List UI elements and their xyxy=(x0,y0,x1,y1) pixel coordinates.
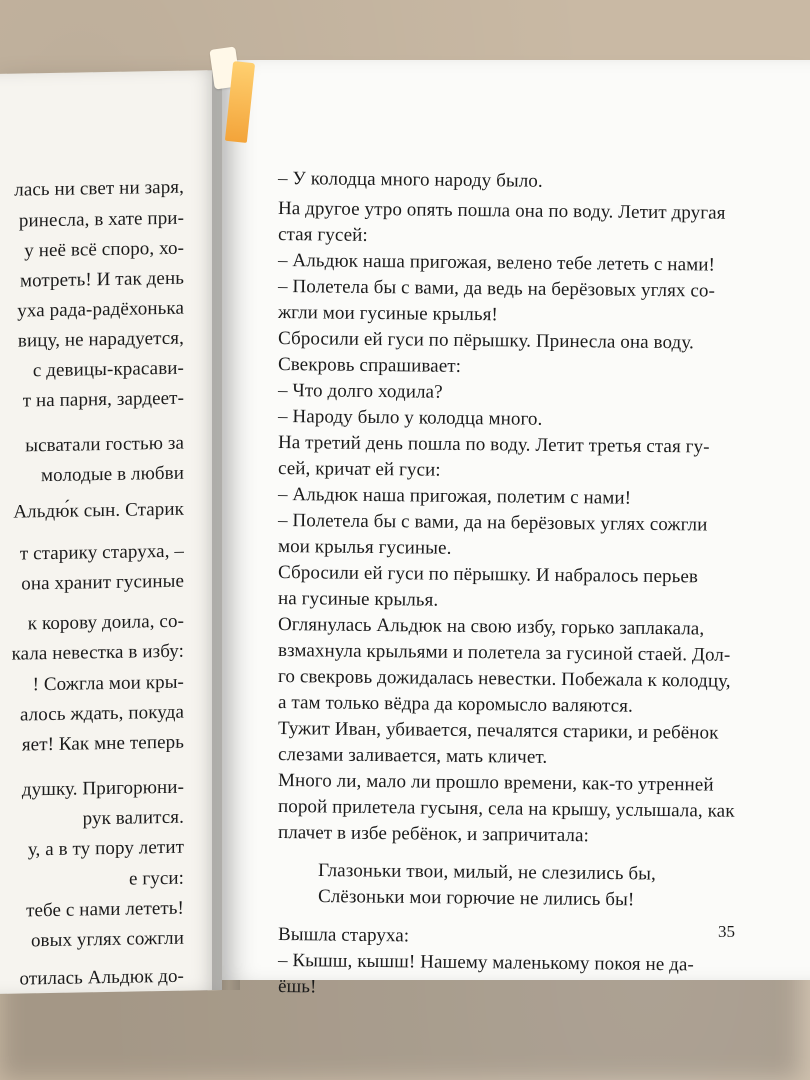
text-line: к корову доила, со- xyxy=(27,610,184,635)
text-line: на гусиные крылья. xyxy=(277,588,439,611)
text-line: плачет в избе ребёнок, и запричитала: xyxy=(277,822,590,847)
right-page xyxy=(222,60,810,998)
text-line: – У колодца много народу было. xyxy=(277,168,543,192)
text-line: душку. Пригорюни- xyxy=(21,776,184,801)
text-line: – Полетела бы с вами, да на берёзовых углях сожгли xyxy=(277,510,708,536)
verse-line: Глазоньки твои, милый, не слезились бы, xyxy=(317,860,657,885)
text-line: тебе с нами лететь! xyxy=(26,897,184,922)
text-line: Свекровь спрашивает: xyxy=(277,354,462,377)
text-line: ысватали гостью за xyxy=(25,432,184,457)
text-line: ёшь! xyxy=(277,976,317,998)
text-line: мои крылья гусиные. xyxy=(277,536,452,559)
verse-line: Слёзоньки мои горючие не лились бы! xyxy=(317,886,635,911)
text-line: порой прилетела гусыня, села на крышу, услышала, как xyxy=(277,796,735,822)
page-number: 35 xyxy=(718,922,735,941)
left-page xyxy=(0,70,222,994)
text-line: На другое утро опять пошла она по воду. Летит другая xyxy=(277,198,726,224)
text-line: е гуси: xyxy=(128,867,184,890)
text-line: алось ждать, покуда xyxy=(19,701,184,726)
text-line: кала невестка в избу: xyxy=(11,640,184,665)
text-line: ринесла, в хате при- xyxy=(18,207,184,232)
text-line: – Народу было у колодца много. xyxy=(277,406,543,430)
text-line: Сбросили ей гуси по пёрышку. И набралось перьев xyxy=(277,562,699,588)
text-line: – Что долго ходила? xyxy=(277,380,443,403)
text-line: Много ли, мало ли прошло времени, как-то утренней xyxy=(277,770,714,796)
text-line: взмахнула крыльями и полетела за гусиной стаей. Дол- xyxy=(277,640,731,666)
text-line: лась ни свет ни заря, xyxy=(14,176,184,201)
text-line: Сбросили ей гуси по пёрышку. Принесла она воду. xyxy=(277,328,695,354)
text-line: у, а в ту пору летит xyxy=(27,836,184,861)
text-line: – Альдюк наша пригожая, полетим с нами! xyxy=(277,484,632,509)
text-line: слезами заливается, мать кличет. xyxy=(277,744,548,768)
text-line: с девицы-красави- xyxy=(32,357,184,382)
text-line: Вышла старуха: xyxy=(277,924,410,947)
text-line: Оглянулась Альдюк на свою избу, горько заплакала, xyxy=(277,614,705,640)
text-line: отилась Альдюк до- xyxy=(19,965,184,990)
text-line: рук валится. xyxy=(82,806,184,830)
text-line: т на парня, зардеет- xyxy=(22,387,184,412)
text-line: стая гусей: xyxy=(277,224,368,246)
text-line: мотреть! И так день xyxy=(19,267,184,292)
text-line: Тужит Иван, убивается, печалятся старики, и ребёнок xyxy=(277,718,719,744)
text-line: ! Сожгла мои кры- xyxy=(32,671,184,696)
text-line: т старику старуха, – xyxy=(19,540,184,565)
text-line: го свекровь дожидалась невестки. Побежала к колодцу, xyxy=(277,666,731,692)
text-line: На третий день пошла по воду. Летит третья стая гу- xyxy=(277,432,710,458)
text-line: – Альдюк наша пригожая, велено тебе лететь с нами! xyxy=(277,250,716,276)
text-line: Альдю́к сын. Старик xyxy=(13,498,184,523)
text-line: овых углях сожгли xyxy=(30,927,184,952)
text-line: – Кышш, кышш! Нашему маленькому покоя не да- xyxy=(277,950,695,976)
text-line: яет! Как мне теперь xyxy=(21,731,184,756)
text-line: – Полетела бы с вами, да ведь на берёзовых углях со- xyxy=(277,276,716,302)
text-line: жгли мои гусиные крылья! xyxy=(277,302,499,326)
text-line: сей, кричат ей гуси: xyxy=(277,458,441,481)
text-line: уха рада-радёхонька xyxy=(17,297,184,322)
text-line: вицу, не нарадуется, xyxy=(17,327,184,352)
text-line: молодые в любви xyxy=(40,462,184,487)
text-line: а там только вёдра да коромысло валяются. xyxy=(277,692,634,717)
text-line: у неё всё споро, хо- xyxy=(24,237,184,262)
text-line: она хранит гусиные xyxy=(21,570,184,595)
